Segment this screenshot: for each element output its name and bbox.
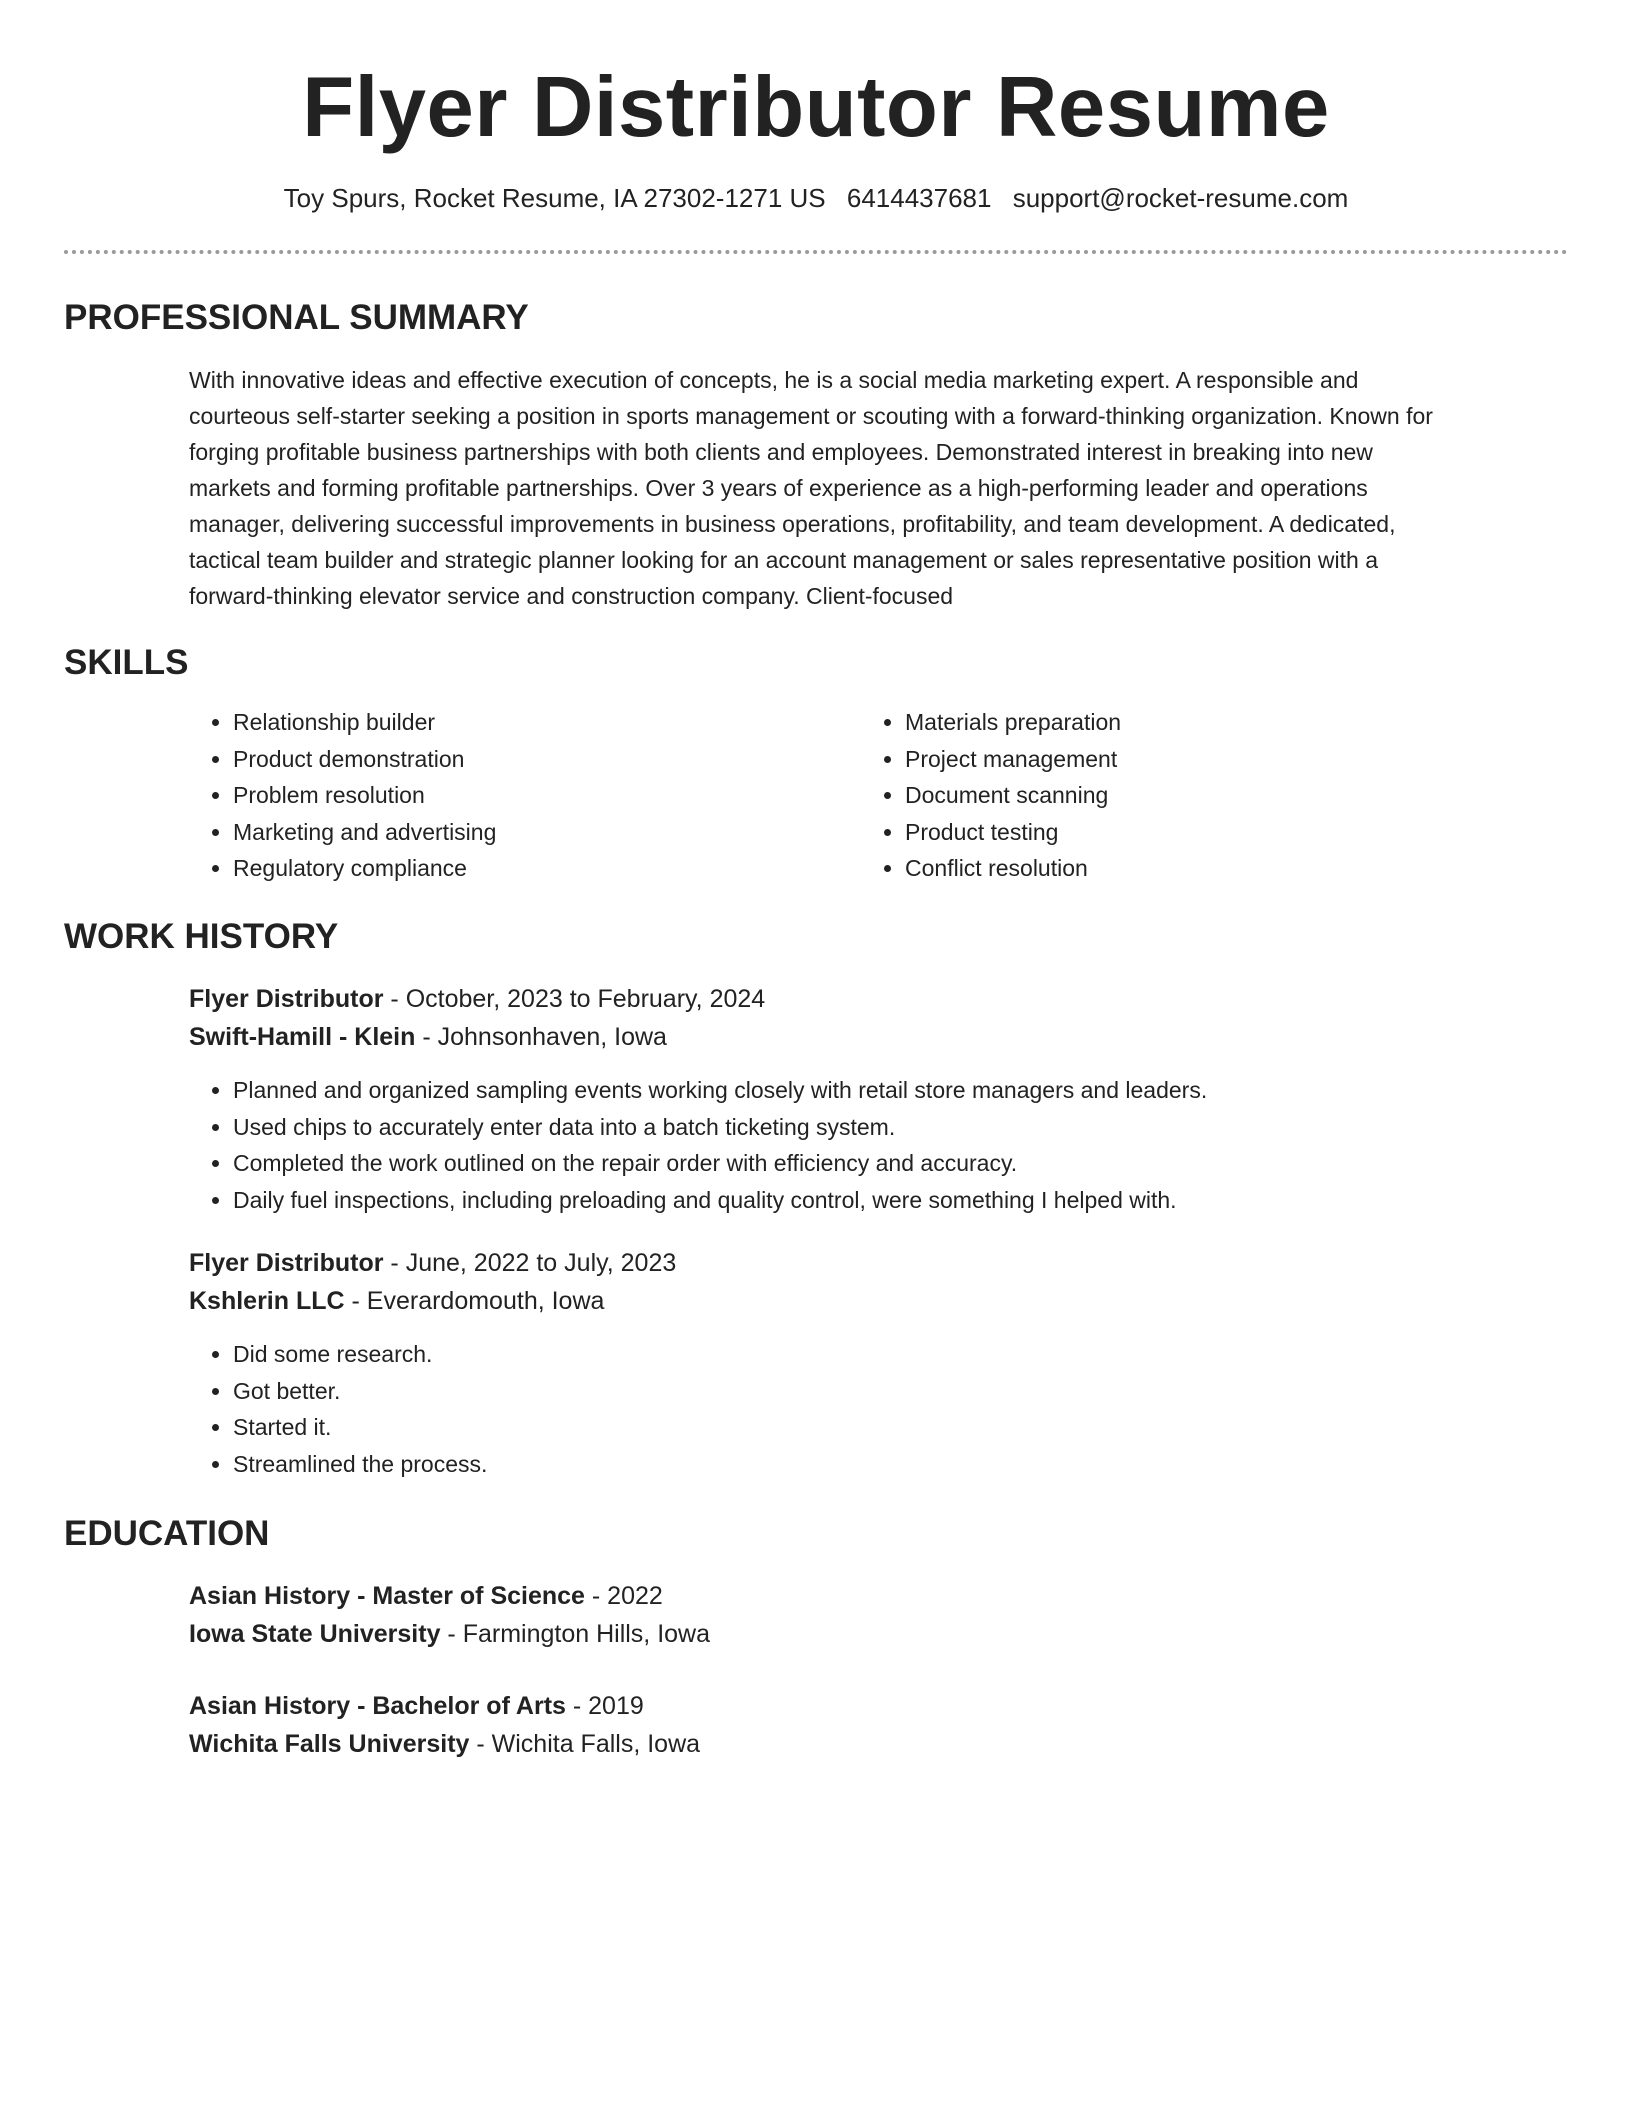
job-entry	[189, 1244, 1569, 1320]
degree-line	[189, 1687, 1569, 1725]
skill-item: • Problem resolution	[233, 777, 873, 814]
job-bullets	[189, 1072, 1569, 1218]
skill-item: • Project management	[905, 741, 1545, 778]
skill-item: • Document scanning	[905, 777, 1545, 814]
summary-heading: PROFESSIONAL SUMMARY	[64, 298, 529, 337]
summary-line: forging profitable business partnerships with both clients and employees. Demonstrated interest in breaking into new	[189, 439, 1373, 465]
degree: Asian History - Bachelor of Arts	[189, 1692, 566, 1720]
job-company-line	[189, 1018, 1569, 1056]
summary-line: tactical team builder and strategic planner looking for an account management or sales representative position with a	[189, 547, 1379, 573]
job-bullet: • Planned and organized sampling events working closely with retail store managers and leaders.	[233, 1072, 1569, 1109]
degree-year: - 2022	[584, 1582, 663, 1610]
contact-email[interactable]: support@rocket-resume.com	[1012, 183, 1349, 213]
job-bullet: • Did some research.	[233, 1336, 1569, 1373]
school-location: - Farmington Hills, Iowa	[440, 1620, 711, 1648]
contact-address: Toy Spurs, Rocket Resume, IA 27302-1271 US	[283, 183, 826, 213]
summary-line: courteous self-starter seeking a position in sports management or scouting with a forward-thinking organization. Known for	[189, 403, 1433, 429]
summary-line: forward-thinking elevator service and construction company. Client-focused	[189, 583, 954, 609]
skills-list-left	[189, 704, 873, 887]
job-bullet-list	[189, 1336, 1569, 1482]
skill-item: • Regulatory compliance	[233, 850, 873, 887]
job-bullet: • Completed the work outlined on the repair order with efficiency and accuracy.	[233, 1145, 1569, 1182]
education-entry	[189, 1577, 1569, 1653]
work-heading: WORK HISTORY	[64, 917, 339, 956]
job-bullets	[189, 1336, 1569, 1482]
job-bullet: • Got better.	[233, 1373, 1569, 1410]
job-entry	[189, 980, 1569, 1056]
education-heading: EDUCATION	[64, 1514, 270, 1553]
job-title-line	[189, 980, 1569, 1018]
job-bullet: • Started it.	[233, 1409, 1569, 1446]
degree: Asian History - Master of Science	[189, 1582, 585, 1610]
skills-heading: SKILLS	[64, 643, 189, 682]
school-location: - Wichita Falls, Iowa	[469, 1730, 701, 1758]
summary-line: markets and forming profitable partnerships. Over 3 years of experience as a high-performing leader and operations	[189, 475, 1368, 501]
job-bullet: • Daily fuel inspections, including preloading and quality control, were something I helped with.	[233, 1182, 1569, 1219]
job-bullet: • Used chips to accurately enter data into a batch ticketing system.	[233, 1109, 1569, 1146]
skill-item: • Marketing and advertising	[233, 814, 873, 851]
job-location: - Johnsonhaven, Iowa	[415, 1023, 667, 1051]
job-company: Swift-Hamill - Klein	[189, 1023, 416, 1051]
school-line	[189, 1725, 1569, 1763]
summary-section	[189, 362, 1569, 614]
summary-line: With innovative ideas and effective execution of concepts, he is a social media marketing expert. A responsible and	[189, 367, 1359, 393]
job-location: - Everardomouth, Iowa	[344, 1287, 605, 1315]
skill-item: • Product testing	[905, 814, 1545, 851]
skill-item: • Conflict resolution	[905, 850, 1545, 887]
job-dates: - October, 2023 to February, 2024	[383, 985, 766, 1013]
job-dates: - June, 2022 to July, 2023	[383, 1249, 677, 1277]
school-line	[189, 1615, 1569, 1653]
job-title: Flyer Distributor	[189, 1249, 384, 1277]
summary-text	[189, 362, 1569, 614]
school: Iowa State University	[189, 1620, 441, 1648]
resume-title: Flyer Distributor Resume	[302, 60, 1330, 155]
skill-item: • Product demonstration	[233, 741, 873, 778]
summary-line: manager, delivering successful improvements in business operations, profitability, and team development. A dedicated,	[189, 511, 1396, 537]
job-company-line	[189, 1282, 1569, 1320]
job-title: Flyer Distributor	[189, 985, 384, 1013]
contact-line	[0, 180, 1632, 216]
skill-item: • Relationship builder	[233, 704, 873, 741]
header-divider	[64, 250, 1568, 254]
skills-list-right	[861, 704, 1545, 887]
contact-phone[interactable]: 6414437681	[846, 183, 992, 213]
job-title-line	[189, 1244, 1569, 1282]
job-company: Kshlerin LLC	[189, 1287, 345, 1315]
job-bullet-list	[189, 1072, 1569, 1218]
skills-section	[189, 704, 1569, 894]
degree-line	[189, 1577, 1569, 1615]
degree-year: - 2019	[565, 1692, 644, 1720]
skill-item: • Materials preparation	[905, 704, 1545, 741]
education-entry	[189, 1687, 1569, 1763]
job-bullet: • Streamlined the process.	[233, 1446, 1569, 1483]
school: Wichita Falls University	[189, 1730, 470, 1758]
